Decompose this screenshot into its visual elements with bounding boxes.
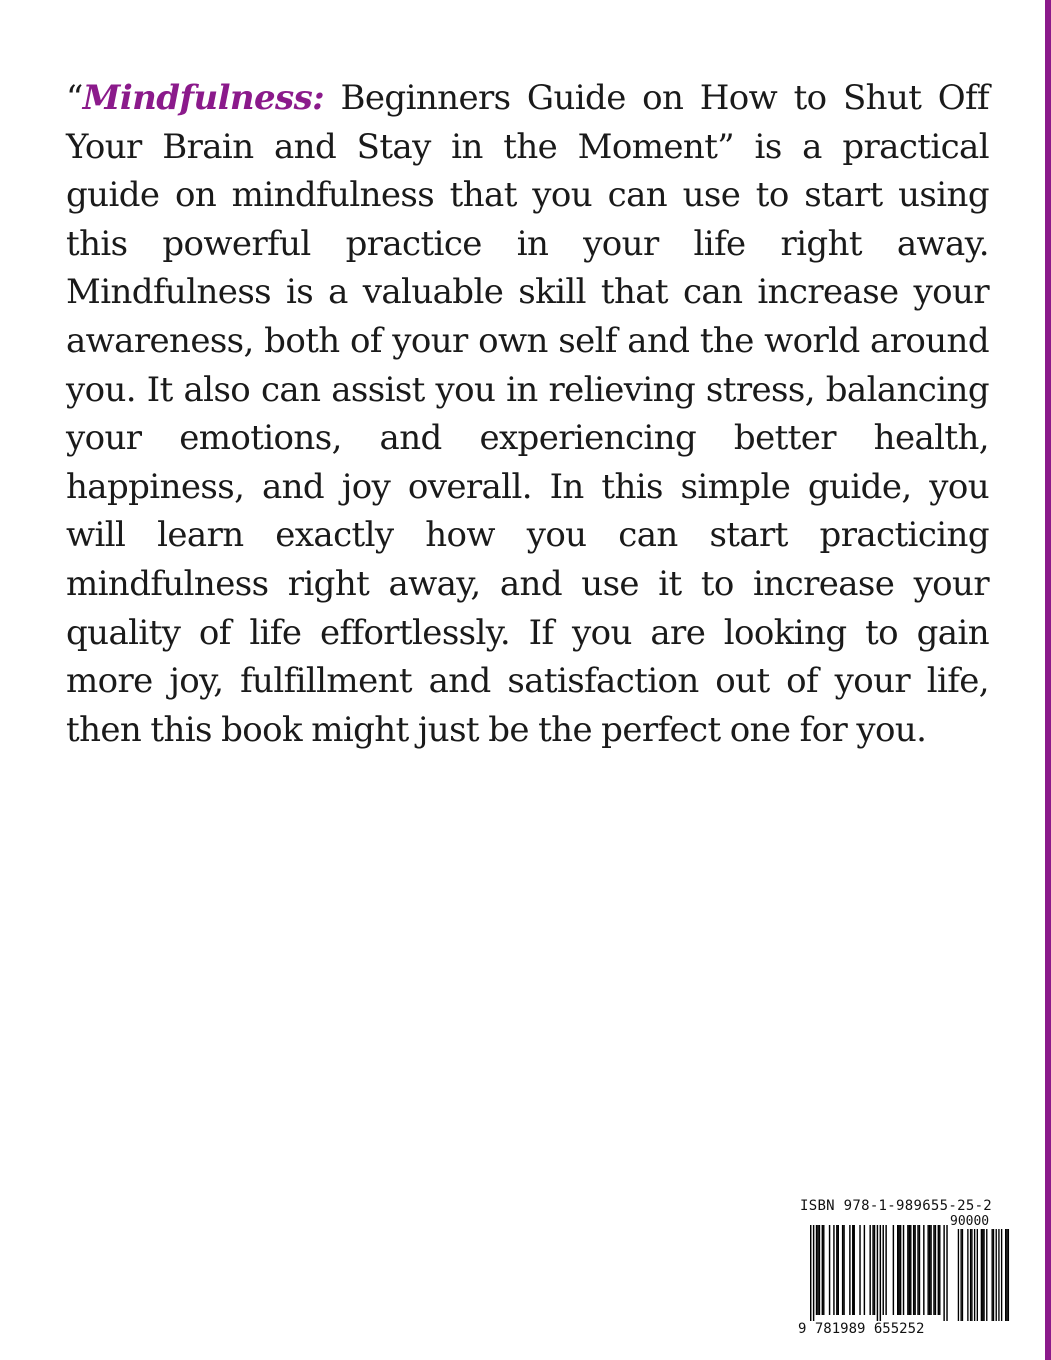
- barcode-bar: [810, 1225, 811, 1321]
- barcode-bar: [914, 1225, 915, 1315]
- barcode-bar: [843, 1225, 844, 1315]
- barcode-bar: [903, 1225, 904, 1315]
- barcode-bar: [854, 1225, 855, 1315]
- barcode-bar: [913, 1225, 914, 1315]
- addon-bar: [993, 1229, 994, 1321]
- addon-bar: [1008, 1229, 1009, 1321]
- barcode-bar: [819, 1225, 820, 1315]
- barcode-bar: [885, 1225, 886, 1315]
- price-code: 90000: [950, 1214, 990, 1229]
- barcode-bar: [822, 1225, 823, 1315]
- book-title: Mindfulness:: [82, 78, 325, 118]
- addon-bar: [1005, 1229, 1006, 1321]
- addon-bar: [971, 1229, 972, 1321]
- barcode-bar: [919, 1225, 920, 1315]
- isbn-barcode: [796, 1195, 1010, 1343]
- book-description: [66, 74, 989, 754]
- barcode-bar: [907, 1225, 908, 1315]
- barcode-bar: [893, 1225, 894, 1315]
- barcode-bar: [813, 1225, 814, 1321]
- barcode-bar: [933, 1225, 934, 1315]
- barcode-bar: [816, 1225, 817, 1315]
- barcode-bar: [909, 1225, 910, 1315]
- barcode-bar: [864, 1225, 865, 1315]
- addon-bar: [970, 1229, 971, 1321]
- barcode-bar: [829, 1225, 830, 1315]
- open-quote: “: [66, 78, 83, 118]
- barcode-bar: [943, 1225, 944, 1321]
- spine-accent-stripe: [1045, 0, 1051, 1360]
- barcode-bar: [849, 1225, 850, 1315]
- addon-bar: [998, 1229, 999, 1321]
- barcode-bar: [877, 1225, 878, 1321]
- barcode-bar: [898, 1225, 899, 1315]
- ean-digits: 9 781989 655252: [798, 1321, 925, 1337]
- barcode-bar: [883, 1225, 884, 1315]
- addon-bar: [960, 1229, 961, 1321]
- barcode-bar: [833, 1225, 834, 1315]
- barcode-bar: [823, 1225, 824, 1315]
- barcode-bar: [874, 1225, 875, 1315]
- addon-bar: [992, 1229, 993, 1321]
- addon-bar: [981, 1229, 982, 1321]
- barcode-bar: [869, 1225, 870, 1315]
- barcode-bar: [900, 1225, 901, 1315]
- addon-bar: [977, 1229, 978, 1321]
- barcode-bar: [859, 1225, 860, 1315]
- barcode-bar: [929, 1225, 930, 1315]
- barcode-bar: [917, 1225, 918, 1315]
- barcode-bar: [817, 1225, 818, 1315]
- barcode-bar: [897, 1225, 898, 1315]
- barcode-bar: [927, 1225, 928, 1315]
- addon-bar: [974, 1229, 975, 1321]
- barcode-bar: [836, 1225, 837, 1315]
- barcode-bar: [842, 1225, 843, 1315]
- barcode-bar: [930, 1225, 931, 1315]
- barcode-bar: [935, 1225, 936, 1315]
- barcode-bar: [910, 1225, 911, 1315]
- addon-bar: [982, 1229, 983, 1321]
- addon-bar: [996, 1229, 997, 1321]
- barcode-bars: [796, 1225, 1010, 1321]
- addon-bar: [967, 1229, 968, 1321]
- addon-bar: [1001, 1229, 1002, 1321]
- isbn-label: ISBN 978-1-989655-25-2: [800, 1198, 993, 1214]
- barcode-bar: [880, 1225, 881, 1321]
- addon-bar: [1006, 1229, 1007, 1321]
- barcode-bar: [838, 1225, 839, 1315]
- barcode-bar: [938, 1225, 939, 1315]
- barcode-bar: [872, 1225, 873, 1315]
- description-body: Beginners Guide on How to Shut Off Your Brain and Stay in the Moment” is a practical guide on mindfulness that you can use to start using this powerful practice in your life right away. Mindfulness is a valuable skill that can increase your awareness, both of your own self and the world around you. It also can assist you in relieving stress, balancing your emotions, and experiencing better health, happiness, and joy overall. In this simple guide, you will learn exactly how you can start practicing mindfulness right away, and use it to increase your quality of life effortlessly. If you are looking to gain more joy, fulfillment and satisfaction out of your life, then this book might just be the perfect one for you.: [66, 78, 989, 750]
- addon-bar: [983, 1229, 984, 1321]
- addon-bar: [986, 1229, 987, 1321]
- addon-bar: [958, 1229, 959, 1321]
- barcode-bar: [946, 1225, 947, 1321]
- barcode-bar: [852, 1225, 853, 1315]
- barcode-bar: [923, 1225, 924, 1315]
- addon-bar: [962, 1229, 963, 1321]
- barcode-bar: [939, 1225, 940, 1315]
